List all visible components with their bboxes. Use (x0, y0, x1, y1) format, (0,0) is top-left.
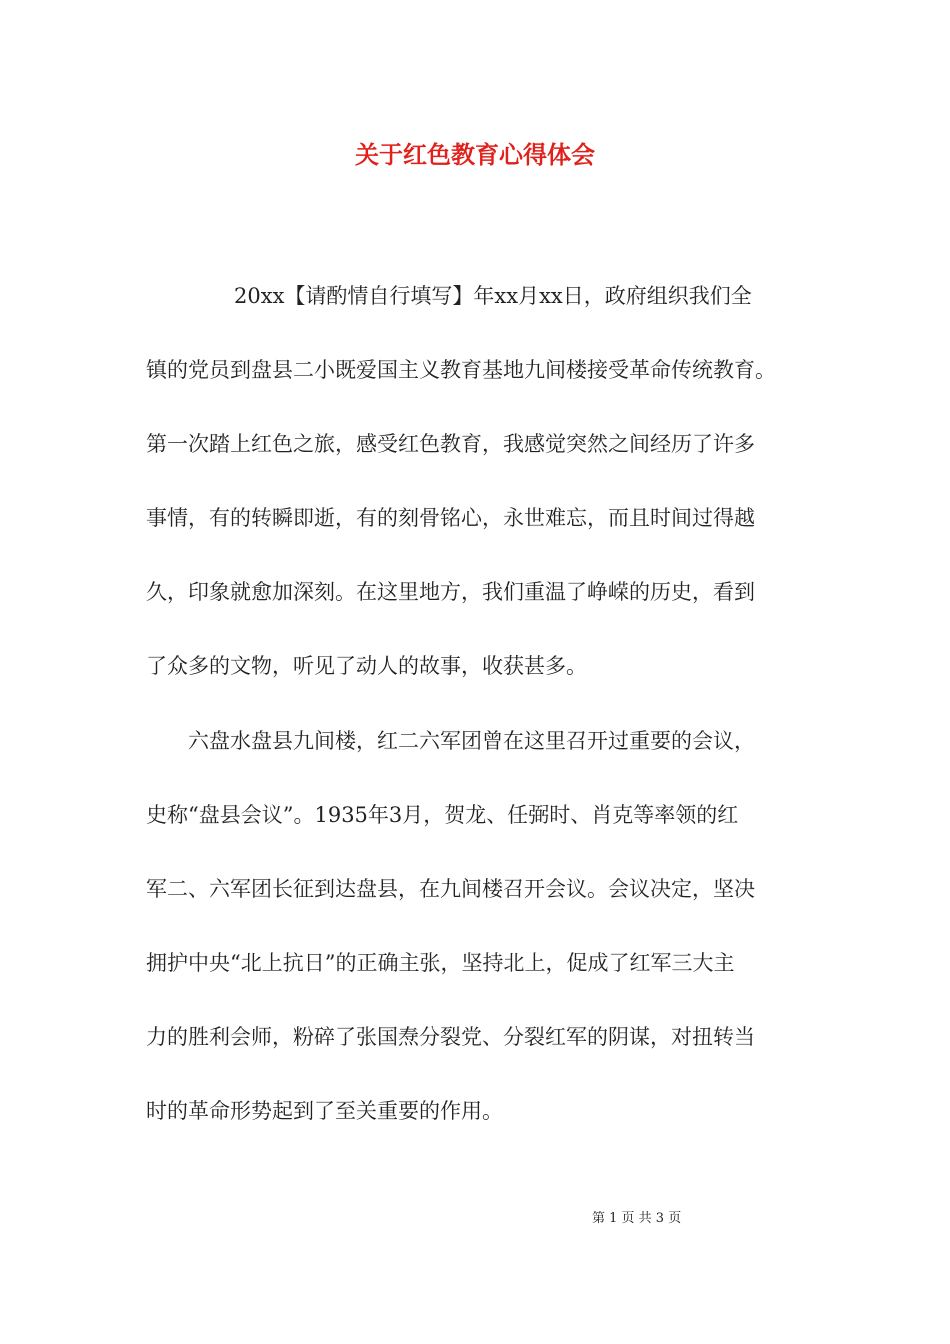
paragraph-line: 事情，有的转瞬即逝，有的刻骨铭心，永世难忘，而且时间过得越 (146, 506, 755, 530)
paragraph-line: 拥护中央“北上抗日”的正确主张，坚持北上，促成了红军三大主 (146, 951, 735, 975)
paragraph-line: 力的胜利会师，粉碎了张国焘分裂党、分裂红军的阴谋，对扭转当 (146, 1025, 755, 1049)
paragraph-line: 久，印象就愈加深刻。在这里地方，我们重温了峥嵘的历史，看到 (146, 580, 755, 604)
paragraph-line: 史称“盘县会议”。1935年3月，贺龙、任弼时、肖克等率领的红 (146, 803, 739, 827)
paragraph-line: 了众多的文物，听见了动人的故事，收获甚多。 (146, 654, 587, 678)
paragraph-line: 军二、六军团长征到达盘县，在九间楼召开会议。会议决定，坚决 (146, 877, 755, 901)
paragraph-line: 时的革命形势起到了至关重要的作用。 (146, 1099, 503, 1123)
paragraph-line: 六盘水盘县九间楼，红二六军团曾在这里召开过重要的会议， (188, 729, 755, 753)
paragraph-line: 镇的党员到盘县二小既爱国主义教育基地九间楼接受革命传统教育。 (146, 358, 776, 382)
page-number: 第 1 页 共 3 页 (592, 1211, 682, 1226)
paragraph-line: 20xx【请酌情自行填写】年xx月xx日，政府组织我们全 (234, 284, 752, 308)
document-title: 关于红色教育心得体会 (355, 140, 595, 169)
paragraph-line: 第一次踏上红色之旅，感受红色教育，我感觉突然之间经历了许多 (146, 432, 755, 456)
